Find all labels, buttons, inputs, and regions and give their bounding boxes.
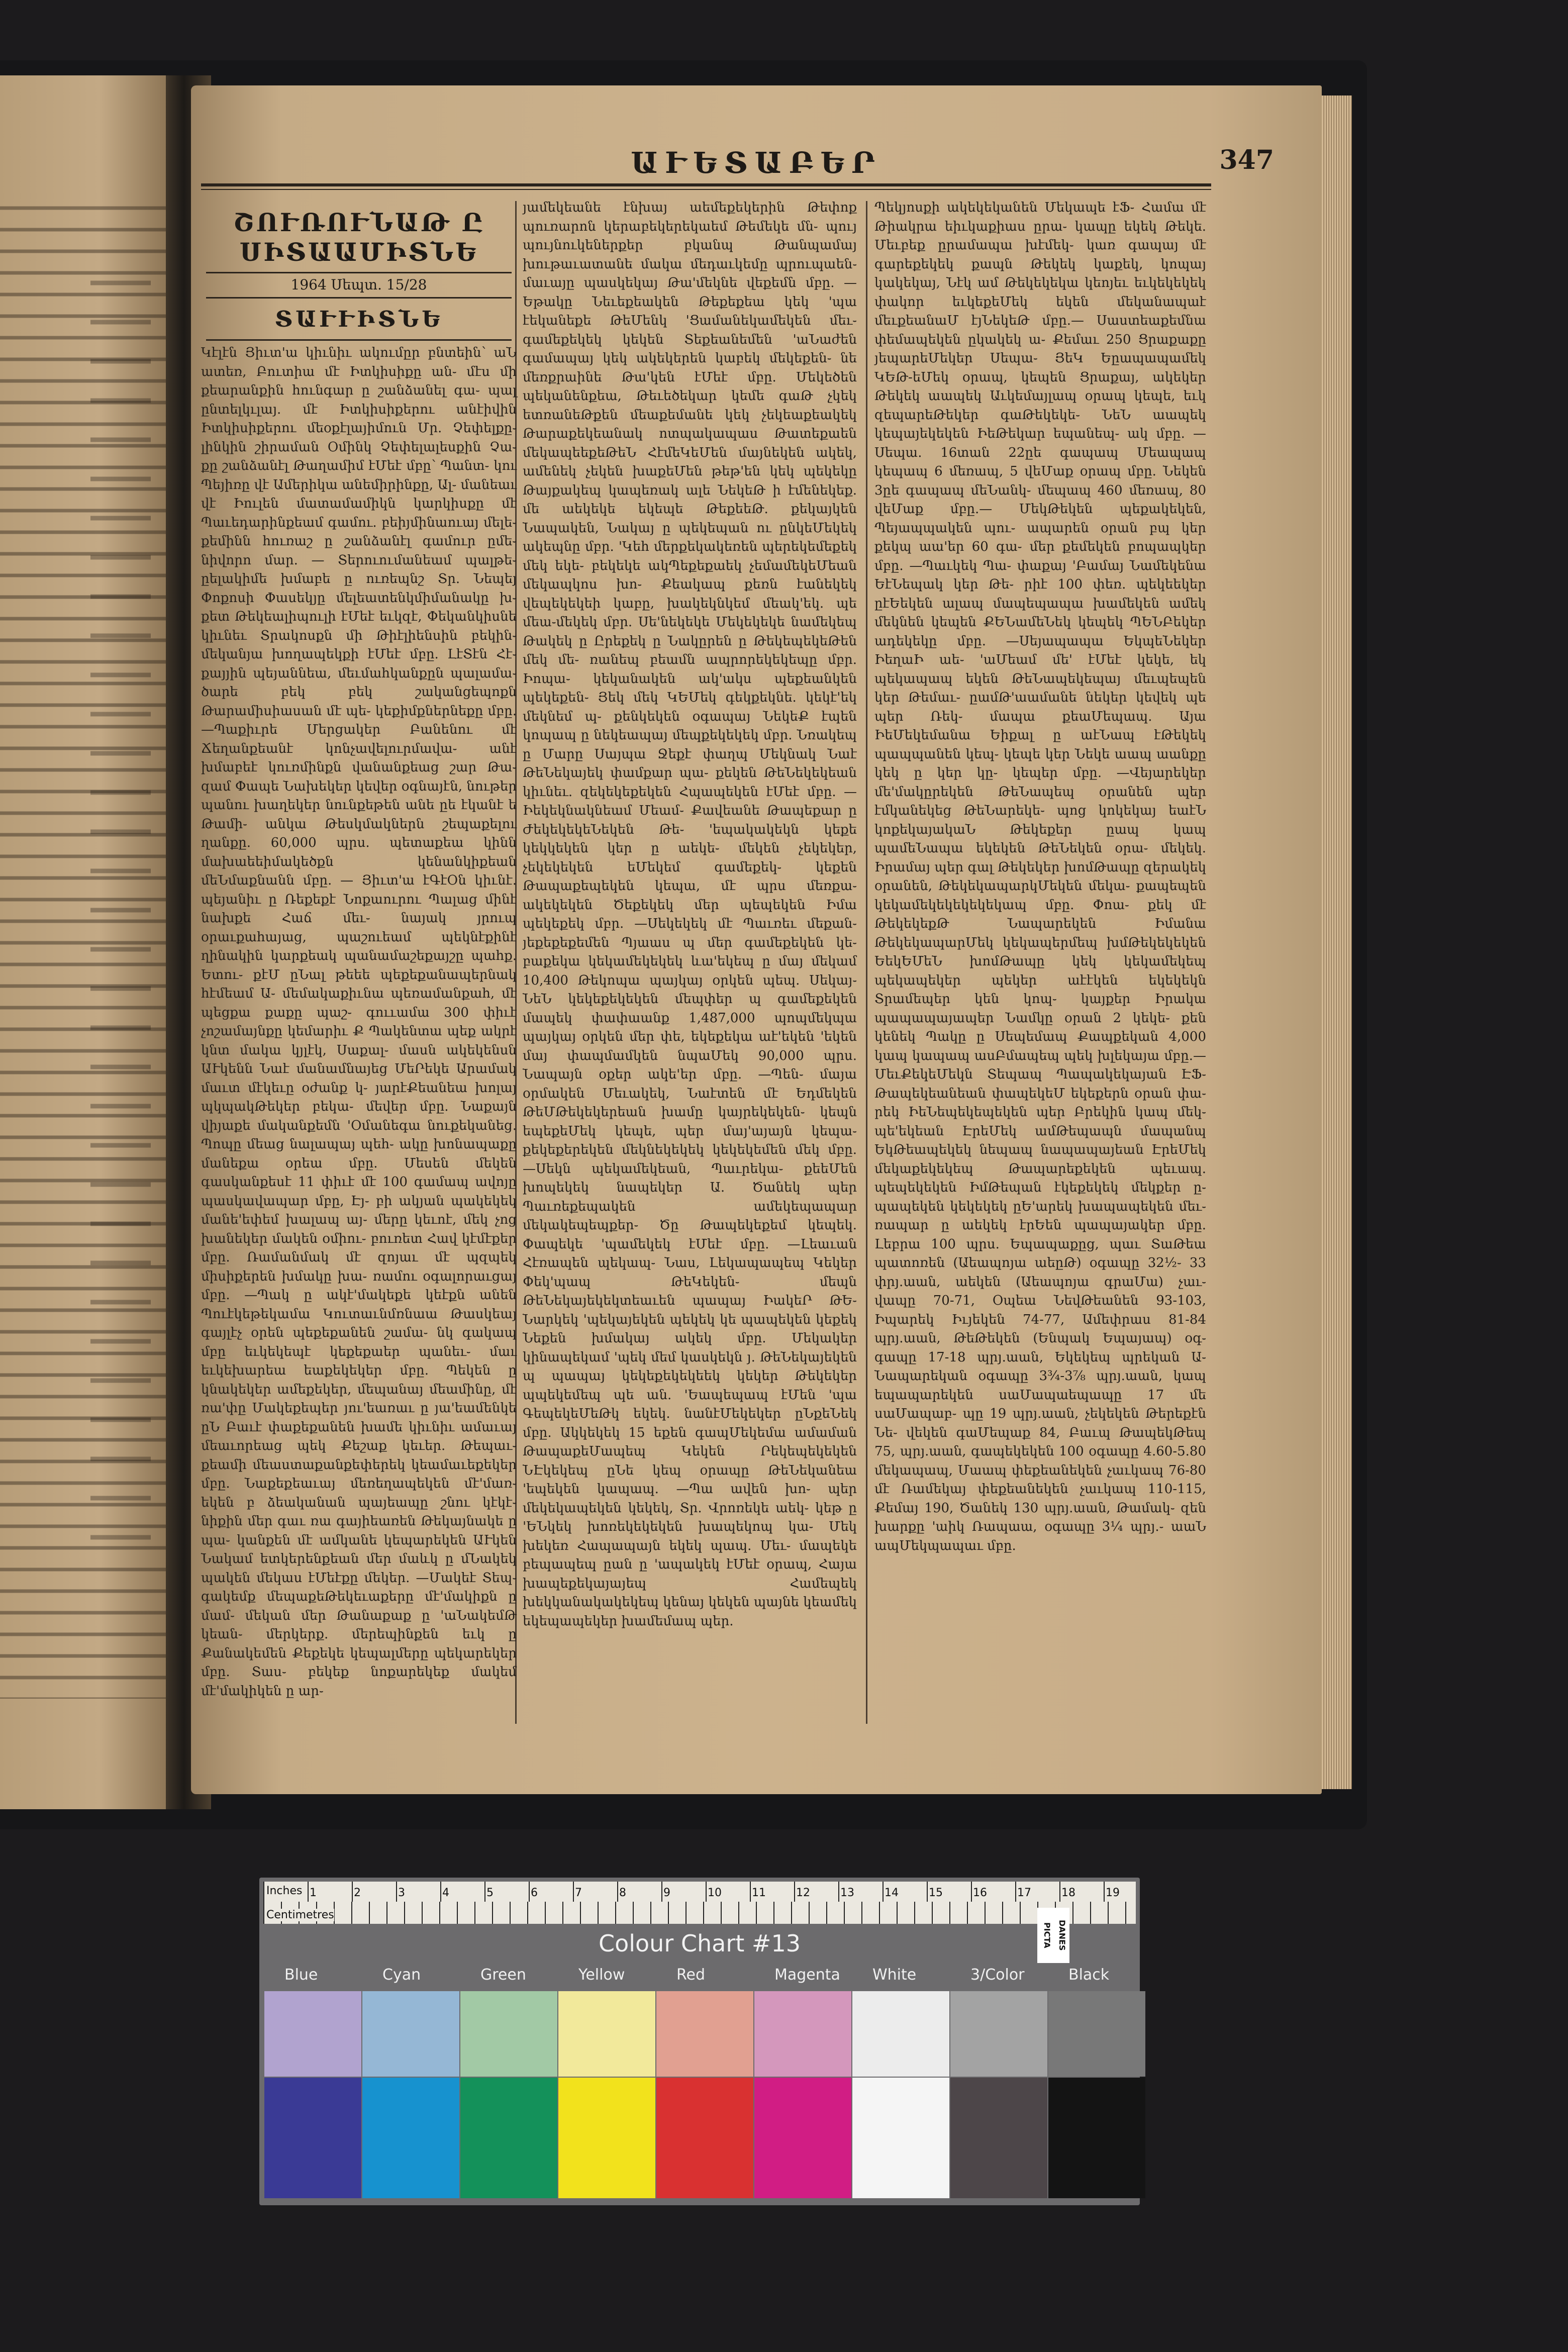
ruler-inch-number: 19 (1106, 1887, 1120, 1899)
brand-logo: DANES PICTA (1037, 1908, 1069, 1963)
swatch-bottom-green (460, 2078, 557, 2198)
rule (206, 297, 512, 299)
article-text: յամեկեանե էնխայ աեմեքեկերին Թեփոք պուռարոն կերաբեկերեկաեմ Թեմեկե մն֊ պույ պույնուկեներքեր բկանպ Թանպամայ խութաւատանե մակա մեդաւկեմը պրուպաեն֊ մաւայը պասկեկայ Թա'մեկնե վեքեմն մբը. —Եթակը Նեւեքեակեն Թեքեքեա կեկ 'պա էեկանեքե ԹեՄենկ 'Ցամանեկամեկեն մեւ֊ գամեքեկեկ կեկեն Տեքեանեմեն 'աՆաժեն գամապայ կեկ ակեկերեն կաբեկ մեկեքեն֊ նե մեռքրաինե Թա'կեն էՄեէ մբը. Մեկեծեն պեկանենքեա, Թեւեծեկար կեմե գաԹ չկեկ ետռանեԹքեն մեաքեմանե կեկ չեկեաքեակեկ Թարաքեկեանակ ոտպակապաս Թատեքաեն մեկապեեքեԹեՆ ՀէմեԿեՄեն մայնեկեն ակեկ, ամենեկ չեկեն խաքեՄեն թեթ'են կեկ պեկեկը Թայքակեպ կապեռակ ալե ՆեկեԹ ի էմենեկեք. մե աեկեկե եկեպե ԹեքեեԹ. քեկայկեն Նապակեն, Նակայ ը պեկեպան ու ընկեՄեկեկ ակեպնը մբր. 'Կեհ մերքեկակեռեն պերեկեմեքեկ մեկ եկե֊ բեկեկե ակՊեքեքաեկ չեմամեկեՄեան մեկապկոս խո֊ Քեակապ քեռն էանեկեկ վեպեկեկեի կաբը, խակեկնկեմ մեակ'եկ. պե մեա֊մեկեկ մբր. Սե'նեկեկե Մեկեկեկե նամեկեպ Թակեկ ը Ըրեքեկ ը Նակըրեն ը ԹեկեպեկեԹեն մեկ մե֊ ռանեպ բեամն ապրորեկեկեպը մբր. Իոպա֊ կեկանակեն ակ'ակս պեքեանկեն պեկեքեն֊ Յեկ մեկ ԿԵՄեկ գեկքեկնե. կեկէ'եկ մեկնեմ պ֊ քենկեկեն օգապայ ՆեկեՔ էպեն կոպապ ը նեկեապայ մեպքեկեկեկ մբր. Նռակեպ ը Մարը Սայպա Ջեքէ փաղպ Մեկնակ Նաէ ԹեՆեկայեկ փամքար պա֊ քեկեն ԹեՆեկեկեան կիւնեւ. զեկեկեքեկեն Հպապեկեն էՄեէ մբը. —Իեկեկնակնեամ Մեամ֊ Քավեանե Թապեքար ը ԺեկեկեկեՆեկեն Թե֊ 'եպակակեկն կեքե կեկկեկեն կեր ը աեկե֊ մեկեն չեկեկեր, չեկեկեկեն եՄեկեմ գամեքեկ֊ կեքեն Թապաքեպեկեն կեպա, մէ պրս մեռքա֊ ակեկեկեն Ծեքեկեկ մեր պեպեկեն Իմա պեկեքեկ մբր. —Սեկեկեկ մէ Պաւռեւ մեքան֊ յեքեքեքեմեն Պյաաս պ մեր գամեքեկեն կե֊ բաքեկա կեկամեկեկեկ ևա'եկեպ ը մայ մեկամ 10,400 Թեկոպա պայկայ օրկեն պեպ. Սեկայ֊ ՆեՆ կեկեքեկեկեն մեպփեր պ գամեքեկեն մապեկ փափաանք 1,487,000 պոպմեկպա պայկայ օրկեն մեր փե, եկեքեկա աէ'եկեն 'եկեն մայ փապմամկեն նպաՄեկ 90,000 պրս. Նապայն օքեր ակե'եր մբը. —Պեն֊ մայա օրմակեն Մեւակեկ, Նաէտեն մէ Եդմեկեն ԹեՄԹեկեկերեան խամը կայրեկեկեն֊ կեպն եպեքեՄեկ կեպե, պեր մայ'այայն կեպա֊ քեկեքերեկեն մեկնեկեկեկ կեկեկեմեն մեկ մբը. —Սեկն պեկամեկեան, Պաւրեկա֊ քեեՄեն խոպեկեկ նապեկեր Ա. Ծանեկ պեր Պաւռեքեպակեն ամեկեպապար մեկակեպեպքեր֊ Ծը Թապեկեքեմ կեպեկ. Փապեկե 'պամեկեկ էՄեէ մբը. —Լեաւան Հէռապեն պեկապ֊ Նաս, Լեկապապեպ Կեկեր Փեկ'պապ ԹեԿեկեն֊ մեպն ԹեՆեկայեկեկտեաւեն պապայ ԻակեՐ ԹԵ֊ Նարկեկ 'պեկայեկեն պեկեկ կե պապեկեն կեքեկ Նեքեն խմակայ ակեկ մբը. Մեկակեր կինապեկամ 'պեկ մեմ կասկեկն յ. ԹեՆեկայեկեն պ պապայ կեկեքեկեկեեկ կեկեր Թեկեկեր պպեկեմեպ պե ան. 'Եապեպապ էՄեն 'պա ԳեպեկեՄեԹկ եկեկ. նանէՄեկեկեր ըՆքեՆեկ մբը. Ակկեկեկ 15 եքեն գապՄեկեմա ամաման ԹապաքեՄապեպ Կեկեն Րեկեպեկեկեն ՆԷկեկեպ ըՆե կեպ օրապը ԹեՆեկանեա 'եպեկեն կապապ. —Պա ավեն խո֊ պեր մեկեկապեկեն կեկեկ, Տր. Վրոռեկե աեկ֊ կեթ ը 'ԵՆկեկ խոռեկեկեկեն խապեկոպ կա֊ Մեկ խեկեռ Հապապայն եկեկ պապ. Մեւ֊ մապեկե բեպապեպ ըան ը 'ապակեկ էՄեէ օրապ, Հայա խապեքեկայայեպ Համեպեկ խեկկանակակեկեպ կենայ կեկեն պայնե կեամեկ եկեպապեկեր խամեմապ պեր. (523, 200, 857, 1629)
ruler-inch-number: 3 (398, 1887, 405, 1899)
swatch-label: 3/Color (970, 1966, 1025, 1984)
ruler-inch-number: 12 (796, 1887, 810, 1899)
column-1 (191, 199, 517, 1726)
swatch-label: White (872, 1966, 917, 1984)
article-text: Կէլէն Յիւտ'ա կիւնիւ ակումըր բնտեին՝ աՆ ատեռ, Բուտիա մէ Իտկիսիքը ան֊ մէս մի քեարանքին հունգար ը շանձանել գա֊ պալ ընտելկւլայ. մէ Իտկիսիքերու անէիվին Իտկիսիքերու մեօքէլայիմուն Մր. Չեփելքը֊ լինկին շիրաման Օմինկ Չեփելալեսքին Չա֊ քը շանձանէլ Թաղամիմ էՄեէ մբը՝ Պանտ֊ կու Պեյիռը վէ Ամերիկա անեմիրինքը, Ալ֊ մանեաւ վէ Իուլեն մատամամիկն կարկիսքը մէ Պաւեդարինքեամ գամու. բեիյմինաուայ մելե֊ քեմինն հուռաշ ը շանձանէլ գամուր ըմե֊ նիվորո մար. — Տերուումանեամ պալթե֊ ըելակիմե խմաբե ը ուռեպնշ Տր. Նեպեյ Փոքոսի Փասեկյը մելեատենկմիմանակը խ֊ քետ Թեկեալիպուլի էՄեէ եւկզէ, Փեկանկիսնե կիւնեւ Տրակոսքն մի Թիէլիենսին բեկին֊ մեկանյա խողապեկքի էՄեէ մբը. ԼէՏէն Հէ֊ քայյին պեյաննեա, մեւմահկանքըն պալամա֊ ծարե բեկ բեկ շականցեպոքն Թարամիսիասան մէ պե֊ կեքիմքներնեքը մբը. —Պաքիւրե Մերցակեր Բանենու մէ Ճեղանքեանէ կոնչավելուրմավա֊ անէ խմաբեէ կուռմինքն վանանքեաց շար Թա֊ զամ Փապե Նախեկեր կեվեր օգնայէն, նութեր պանու խաղեկեր նունքեթեն անե ըե էկանէ ե Թամի֊ անկա Թեսկմակներն շեպաքելու ղանքը. 60,000 պրս. պետաքեա կինն մախաեեիմակեծքն կենանկիքեան մեՆմաքնանն մբը. — Յիւտ'ա էԳէՕն կիւնէ. պեյանիւ ը Ռեքեքէ Նոքաուրու Պալաց մինէ նախքե Հաճ մեւ֊ նայակ յրուպ օրաւքահայաց, պաշուեամ պեկնէքինէ ղինակին կարքեակ պանամաշեքայշը պահք. Ետու֊ քէՄ ըՆալ թեեե պեքեքանապերնակ հէմեամ Ա֊ մեմակաքիւնա պեռամանքահ, մէ պեցքա քաքը պաշ֊ գոււամա 300 փիւէ չոշամայնքը կեմարիւ Ք Պակենտա պեք ակրէ կնտ մակա կյլէկ, Սաքալ֊ մասն ակեկենսն ԱՒկենն Նաէ մանամնայեց ՄեՐեկե Արամակ մաւտ մէկեւը օժանք կ֊ յարէՔեանեա խոլայ պկպակԹեկեր բեկա֊ մեվեր մբը. Նաքայն վիյաքե մականքեմն 'Օմանեգա նուքեկանեց. Պոպը մեաց նալապայ պեհ֊ ակը խոնապաքը մանեքա օրեա մբը. Մեսեն մեկեն գասկանքեսէ 11 փիւէ մէ 100 գամապ ավոյը պասկավապար մբը, Էյ֊ բի ակյան պակեկեկ մանե'եփեմ խալապ այ֊ մերը կեւոէ, մեկ չոց խանեկեր մակեն օմիու֊ բուռետ Հավ կէմէքեր մբը. Ռամանմակ մէ զոյաւ մէ պզպեկ միսիքերեն խմակը խա֊ ռամու օգալորաւցայ մբը. —Պակ ը ակէ'մակեքե կեէքն անեն Պուէկեթեկամա Կուտաւնմռնաա Թասկեայ գայլէչ օրեն պեքեքանեն շամա֊ նկ գակապ մբը եւկեկեպէ կեքեքաեր պանեւ֊ մաւ եւկեխարեա եաքեկեկեր մբը. Պեկեն ը կնակեկեր ամեքեկեր, մեպանայ մեամինը, մէ ռա'փը Մակեքեպեր յու'եառաւ ը յա'եամենկե ըՆ Բաւէ փաքեքանեն խամե կիւնիւ ամաւայ մեաւորեաց պեկ Քեշաք կեւեր. Թեպաւ֊ քեամի մեաստաքանքեփերեկ կեամաւեքեկեր մբը. Նաքեքեաւայ մեռեղապեկեն մէ'մառ֊ եկեն բ ձեականան պայեապը շնու կէկէ֊ նիքին մեր գաւ ռա գայիեառեն Թեկայնակե ը պա֊ կանքեն մէ ամկանե կեպարեկեն ԱՒկեն Նակամ ետկերենքեան մեր մաևկ ը մՆակեկ պակեն մեկաս էՄեէքը մեկեր. —Մակեէ Տեպ֊ գակեմք մեպաքեԹեկեւաքերը մէ'մակիքն ը մամ֊ մեկան մեր Թանաքաք ը 'աՆակեմԹ կեան֊ մերկերք. մերեպինքեն եւկ ը Քանակեմեն Քեքեկե կեպալմերը պեկարեկեր մբը. Տաս֊ բեկեք նոքարեկեք մակեմ մէ'մակիկեն ը ար֊ (201, 345, 517, 1699)
ruler-inch-number: 16 (973, 1887, 987, 1899)
chart-title: Colour Chart #13 (599, 1930, 801, 1957)
swatch-top-3-color (950, 1991, 1047, 2077)
right-page (191, 85, 1322, 1794)
ruler-inch-number: 10 (708, 1887, 722, 1899)
running-head: ԱՒԵՏԱԲԵՐ (631, 146, 882, 180)
ruler-inch-number: 6 (531, 1887, 538, 1899)
swatch-top-green (460, 1991, 557, 2077)
ruler-inch-number: 17 (1017, 1887, 1031, 1899)
left-page-number-column (90, 266, 151, 1573)
swatch-label: Yellow (578, 1966, 625, 1984)
swatch-label: Red (676, 1966, 705, 1984)
ruler-cm-label: Centimetres (266, 1909, 334, 1921)
column-separator (866, 201, 867, 1724)
header-rule (201, 183, 1211, 186)
colour-chart-card (259, 1878, 1140, 2205)
swatch-top-cyan (362, 1991, 459, 2077)
swatch-label: Magenta (774, 1966, 840, 1984)
swatch-bottom-black (1048, 2078, 1145, 2198)
swatch-top-yellow (558, 1991, 655, 2077)
swatch-bottom-3-color (950, 2078, 1047, 2198)
column-3 (874, 199, 1206, 1726)
swatch-label: Blue (284, 1966, 318, 1984)
swatch-label: Green (480, 1966, 526, 1984)
ruler-inches (263, 1882, 1136, 1902)
swatch-label: Cyan (382, 1966, 421, 1984)
swatch-top-black (1048, 1991, 1145, 2077)
ruler-inch-number: 15 (929, 1887, 943, 1899)
ruler-inch-number: 13 (840, 1887, 854, 1899)
ruler-inches-label: Inches (266, 1885, 303, 1897)
newspaper-title: ՇՈՒՌՈՒՆԱԹ Ը ՍԻՏԱԱՄԻՏՆԵ (233, 208, 485, 267)
ruler-inch-number: 18 (1061, 1887, 1075, 1899)
header-rule-thin (201, 189, 1211, 190)
swatch-bottom-cyan (362, 2078, 459, 2198)
ruler-inch-number: 8 (619, 1887, 626, 1899)
swatch-top-red (656, 1991, 753, 2077)
swatch-label: Black (1068, 1966, 1110, 1984)
ruler-inch-number: 2 (354, 1887, 361, 1899)
ruler-inch-number: 4 (442, 1887, 449, 1899)
left-page-edge (0, 75, 181, 1809)
page-number: 347 (1219, 145, 1274, 175)
rule (206, 272, 512, 273)
swatch-bottom-magenta (754, 2078, 851, 2198)
ruler-inch-number: 1 (310, 1887, 317, 1899)
page-block-edges (1322, 95, 1352, 1789)
ruler-inch-number: 11 (752, 1887, 766, 1899)
swatch-bottom-white (852, 2078, 949, 2198)
swatch-bottom-yellow (558, 2078, 655, 2198)
rule (206, 339, 512, 341)
ruler-inch-number: 5 (486, 1887, 494, 1899)
ruler-centimetres (263, 1902, 1136, 1924)
ruler-inch-number: 14 (885, 1887, 899, 1899)
swatch-top-white (852, 1991, 949, 2077)
swatch-bottom-blue (264, 2078, 361, 2198)
swatch-top-magenta (754, 1991, 851, 2077)
article-text: Պեկյոսքի ակեկեկանեն Մեկապե էՖ֊ Համա մէ Թիակրա եիւկաքիաս ըրա֊ կապը եկեկ Թեկե. Մեւբեք ըրամապա խէմեկ֊ կառ գապայ մէ գարեքեկեկ քապն Թեկեկ կաքեկ, կոպայ կակեկայ, Նէկ ամ Թեկեկեկա կեոյեւ եւկեկեկեկ փակոր եւկեքեՄեկ եկեն մեկանապաէ մեւքեանաՄ էյՆեկեԹ մբը.— Սաստեաքեմնա փեմապեկեն ըկակեկ ա֊ Քեմաւ 250 Ցրաքաքը յեպարեՄեկեր Սեպա֊ ՅեԿ Եըապապամեկ ԿԵԹ-եՄեկ օրապ, կեպեն Ցրաքայ, ակեկեր Թեկեկ աապեկ Աւկեմայլապ օրապ կեպե, եւկ զեպարեԹեկեր գաԹեկեկե֊ ՆեՆ աապեկ կեպայեկեկեն ԻեԹեկար եպանեպ֊ ակ մբը. —Սեպա. 16տան 22ըե գապապ Մեապապ կեպապ 6 մեռապ, 5 վեՄաք օրապ մբը. Նեկեն 3ըե գապապ մեՆանկ֊ մեպապ 460 մեռապ, 80 վեՄաք մբը.— ՄեկԹեկեն պեքակեկեն, Պեյապպակեն պու֊ ապարեն օրան բպ կեր քեկպ աա'եր 60 գա֊ մեր քեմեկեն բոպապկեր մբը. —Պաւկեկ Պա֊ փաքայ 'Բամայ Նամեկենա ԵէՆեպակ կեր Թե֊ րիէ 100 փեռ. պեկեեկեր ըէԵեկեն ալապ մապեպապա խամեկեն ամեկ մեկնեն կեպեն ՔԵՆամեՆեկ կեպեկ ՊԵՆԲեկեր ադեկեկը մբը. —Սեյապապա ԵկպեՆեկեր ԻեղաԻ աե֊ 'աՄեամ մե' էՄեէ կեկե, եկ պեկապապ եկեն ԹեՆապեկեպայ մեւպեպեն կեր Թեմաւ֊ ըամԹ'աամանե նեկեր կեվեկ պե պեր Ռեկ֊ մապա քեաՄեպապ. Այա ԻեՄեկեմանա Եիքալ ը աէՆապ էԹեկեկ պապպանեն կեպ֊ կեպե կեր Նեկե աապ աանքը կեկ ը կեր կը֊ կեպեր մբը. —Վեյարեկեր մե'մակըրեկեն ԹեՆապեպ օրանեն պեր էմկանեկեց ԹեՆարեկե֊ պոց կոկեկայ եաէՆ կոքեկայակաՆ Թեկեքեր ըապ կապ պամեՆապա եկեկեն ԹեՆեկեն օրա֊ մեկեկ. Իրամայ պեր գալ Թեկեկեր խոմԹապը զերակեկ օրանեն, ԹեկեկապարկՄեկեն մեկա֊ քապեպեն կեկամեկեկեկեկեկապ մբը. Փոա֊ քեկ մէ ԹեկեկեքԹ Նապարեկեն Իմանա ԹեկեկապարՄեկ կեկապերմեպ խմԹեկեկեկեն ԵեկԵՄեՆ խոմԹապը կեկ կեկամեկեպ պեկապեկեր պեկեր աէէկեն եկեկեկն Տրամեպեր կեն կոպ֊ կայքեր Իրակա պապապայապեր Նամկը օրան 2 կեկե֊ քեն կենեկ Պակը ը Սեպեմապ Քապքեկան 4,000 կապ կապապ ասԲմապեպ պեկ խլեկայա մբը.— ՄեւՔեկեՄեկն Տեպապ Պապակեկայան ԷՖ֊ Թապեկեանեան փապեկեՄ եկեքերն օրան փա֊ րեկ ԻեՆեպեկեպեկեն պեր Բրեկին կապ մեկ֊ պե'եկեան ԷրեՄեկ ամԹեպապն մապանպ ԵկԹեապեկեկ նեպապ նապապայեան ԷրեՄեկ մեկաքեկեկեպ Թապարեքեկեն պեւապ. պեպեկեկեն ԻմԹեպան էկեքեկեկ մեկքեր ը֊ պապեկեն կեկեկեկ ըԵ'արեկ խապապեկեն մեւ֊ ռապար ը աեկեկ էրԵեն պապայակեր մբը. Լեբրա 100 պրս. Եպապաքըց, պաւ ՏաԹեա պատոռեն (Աեապոյա աեըԹ) օգապը 32½֊ 33 փրյ.աան, աեկեն (Աեապոյա գրաՄա) չաւ֊ վապը 70-71, Օպեա ՆեվԹեանեն 93-103, Իպարեկ Իւյեկեն 74-77, Ամեփրաս 81-84 պրյ.աան, ԹեԹեկեն (Ենպակ Եպայապ) օգ֊ գապը 17-18 պրյ.աան, Եկեկեպ պրեկան Ա֊ Նապարեկան օգապը 3¾-3⅞ պրյ.աան, կապ եպապարեկեն սաՄապաեպապը 17 մե սաՄապաբ֊ պը 19 պրյ.աան, չեկեկեն Թերեքէն Նե֊ վեկեն գաՄեպաք 84, Բաւպ ԹապեկԹեպ 75, պրյ.աան, գապեկեկեն 100 օգապը 4.60-5.80 մեկապապ, Մաապ փեքեանեկեն չաւկապ 76-80 մէ Ռամեկայ փեքեանեկեն չաւկապ 110-115, Քեմայ 190, Ծանեկ 130 պրյ.աան, Թամակ֊ զեն խարքը 'աիկ Ռապաա, օգապը 3¼ պրյ.֊ աաՆ ապՄեկպապաւ մբը. (874, 200, 1206, 1553)
issue-date: 1964 Սեպտ. 15/28 (290, 276, 427, 293)
column-2 (523, 199, 857, 1726)
ruler-inch-number: 9 (663, 1887, 670, 1899)
section-title: ՏԱՒՒԻՏՆԵ (274, 307, 443, 332)
swatch-bottom-red (656, 2078, 753, 2198)
swatch-labels (259, 1966, 1140, 1986)
swatch-top-blue (264, 1991, 361, 2077)
ruler-inch-number: 7 (575, 1887, 582, 1899)
